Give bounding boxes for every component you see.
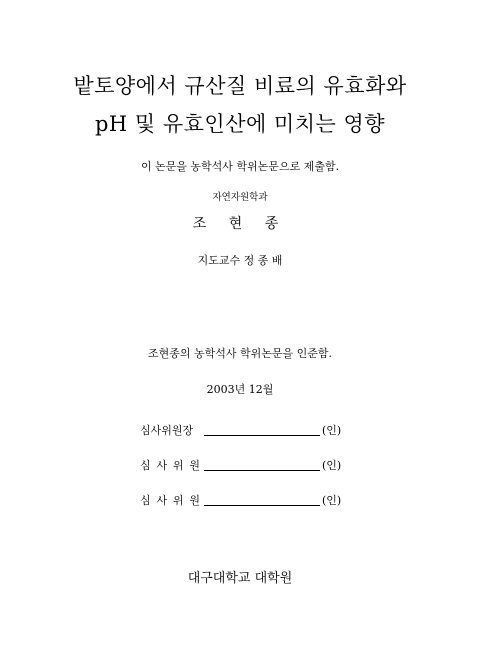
author-name: 조 현 종 [192,216,288,232]
signature-line [204,470,320,471]
advisor: 지도교수 정 종 배 [197,254,283,267]
thesis-title-line-1: 밭토양에서 규산질 비료의 유효화와 [73,74,407,98]
certification-statement: 조현종의 농학석사 학위논문을 인준함. [147,347,332,360]
seal-mark: (인) [322,459,342,472]
seal-mark: (인) [322,494,342,507]
signature-role: 심 사 위 원 [140,494,200,507]
signature-role: 심사위원장 [140,424,194,437]
signature-line [204,505,320,506]
seal-mark: (인) [322,424,342,437]
institution-name: 대구대학교 대학원 [187,571,293,586]
approval-date: 2003년 12월 [206,383,274,396]
signature-role: 심 사 위 원 [140,459,200,472]
submission-statement: 이 논문을 농학석사 학위논문으로 제출함. [140,160,340,173]
thesis-title-line-2: pH 및 유효인산에 미치는 영향 [94,112,386,136]
signature-line [204,435,320,436]
department: 자연자원학과 [212,192,268,203]
